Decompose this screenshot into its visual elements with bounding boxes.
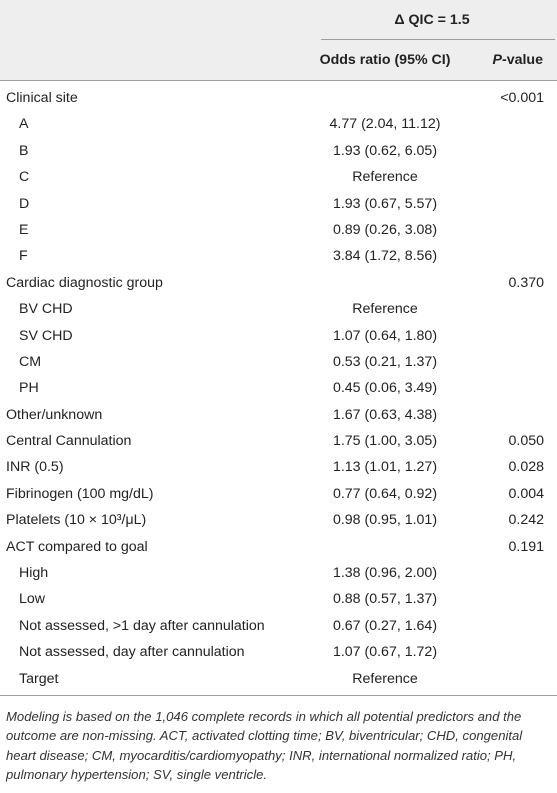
row-label: Cardiac diagnostic group	[6, 274, 163, 291]
table-header	[0, 0, 557, 81]
table-body	[0, 81, 557, 692]
row-label: Platelets (10 × 10³/μL)	[6, 512, 147, 529]
row-label: A	[19, 116, 29, 133]
row-label: BV CHD	[19, 301, 73, 318]
odds-ratio-cell: Reference	[352, 301, 418, 318]
table-row	[0, 507, 557, 533]
odds-ratio-cell: 1.07 (0.64, 1.80)	[332, 327, 438, 344]
table-row	[0, 217, 557, 243]
row-label: SV CHD	[19, 327, 73, 344]
table-row	[0, 481, 557, 507]
row-label: Clinical site	[6, 90, 78, 106]
row-label: CM	[19, 353, 42, 370]
odds-ratio-cell: 1.93 (0.67, 5.57)	[332, 195, 438, 212]
row-label: PH	[19, 380, 39, 397]
table-row	[0, 138, 557, 164]
row-label: E	[19, 221, 29, 238]
odds-ratio-cell: Reference	[352, 670, 418, 687]
row-label: Fibrinogen (100 mg/dL)	[6, 485, 154, 502]
row-label: Low	[19, 591, 46, 608]
table-row	[0, 586, 557, 612]
p-value-cell: 0.191	[508, 538, 544, 555]
table-row	[0, 534, 557, 560]
table-row	[0, 349, 557, 375]
p-value-cell: 0.028	[508, 459, 544, 476]
table-row	[0, 428, 557, 454]
table-row	[0, 402, 557, 428]
row-label: F	[19, 248, 28, 265]
odds-ratio-cell: 1.67 (0.63, 4.38)	[332, 406, 438, 423]
odds-ratio-cell: 0.98 (0.95, 1.01)	[332, 512, 438, 529]
table-footnote: Modeling is based on the 1,046 complete records in which all potential predictors and the outcome are non-missing. ACT, activated clotting time; BV, biventricular; CHD, congenital heart disease; CM, myocarditis/cardiomyopathy; INR, international normalized ratio; PH, pulmonary hypertension; SV, single ventricle.	[6, 708, 523, 783]
odds-ratio-cell: 1.93 (0.62, 6.05)	[332, 142, 438, 159]
table-row	[0, 613, 557, 639]
table-row	[0, 454, 557, 480]
table-row	[0, 111, 557, 137]
odds-ratio-cell: 1.07 (0.67, 1.72)	[332, 644, 438, 661]
p-value-cell: 0.050	[508, 433, 544, 450]
table-row	[0, 270, 557, 296]
p-value-cell: 0.370	[508, 274, 544, 291]
row-label: B	[19, 142, 29, 159]
p-value-cell: 0.242	[508, 512, 544, 529]
table-row	[0, 560, 557, 586]
odds-ratio-column-header: Odds ratio (95% CI)	[319, 52, 451, 68]
row-label: Central Cannulation	[6, 433, 132, 450]
table-row	[0, 85, 557, 111]
table-row	[0, 323, 557, 349]
delta-qic-heading: Δ QIC = 1.5	[394, 12, 470, 28]
table-row	[0, 666, 557, 692]
odds-ratio-cell: 0.89 (0.26, 3.08)	[332, 221, 438, 238]
table-row	[0, 375, 557, 401]
odds-ratio-cell: 3.84 (1.72, 8.56)	[332, 248, 438, 265]
table-row	[0, 296, 557, 322]
row-label: High	[19, 565, 49, 582]
odds-ratio-cell: 1.75 (1.00, 3.05)	[332, 433, 438, 450]
odds-ratio-cell: 4.77 (2.04, 11.12)	[329, 116, 441, 133]
odds-ratio-cell: 1.38 (0.96, 2.00)	[332, 565, 438, 582]
row-label: ACT compared to goal	[6, 538, 148, 555]
table-row	[0, 164, 557, 190]
odds-ratio-cell: 0.77 (0.64, 0.92)	[332, 485, 438, 502]
row-label: INR (0.5)	[6, 459, 64, 476]
header-row-model	[0, 0, 557, 40]
odds-ratio-cell: 0.53 (0.21, 1.37)	[332, 353, 438, 370]
odds-ratio-cell: 0.88 (0.57, 1.37)	[332, 591, 438, 608]
odds-ratio-cell: 0.45 (0.06, 3.49)	[332, 380, 438, 397]
p-value-column-header: P-value	[492, 52, 543, 68]
table-row	[0, 191, 557, 217]
row-label: Other/unknown	[6, 406, 103, 423]
row-label: Not assessed, day after cannulation	[19, 644, 245, 661]
header-row-columns	[0, 40, 557, 81]
table-row	[0, 639, 557, 665]
row-label: Not assessed, >1 day after cannulation	[19, 617, 265, 634]
table-row	[0, 243, 557, 269]
odds-ratio-cell: 1.13 (1.01, 1.27)	[332, 459, 438, 476]
row-label: Target	[19, 670, 59, 687]
p-value-cell: 0.004	[508, 485, 544, 502]
row-label: D	[19, 195, 30, 212]
odds-ratio-cell: 0.67 (0.27, 1.64)	[332, 617, 438, 634]
p-value-cell: <0.001	[500, 90, 544, 106]
row-label: C	[19, 169, 30, 186]
odds-ratio-cell: Reference	[352, 169, 418, 186]
